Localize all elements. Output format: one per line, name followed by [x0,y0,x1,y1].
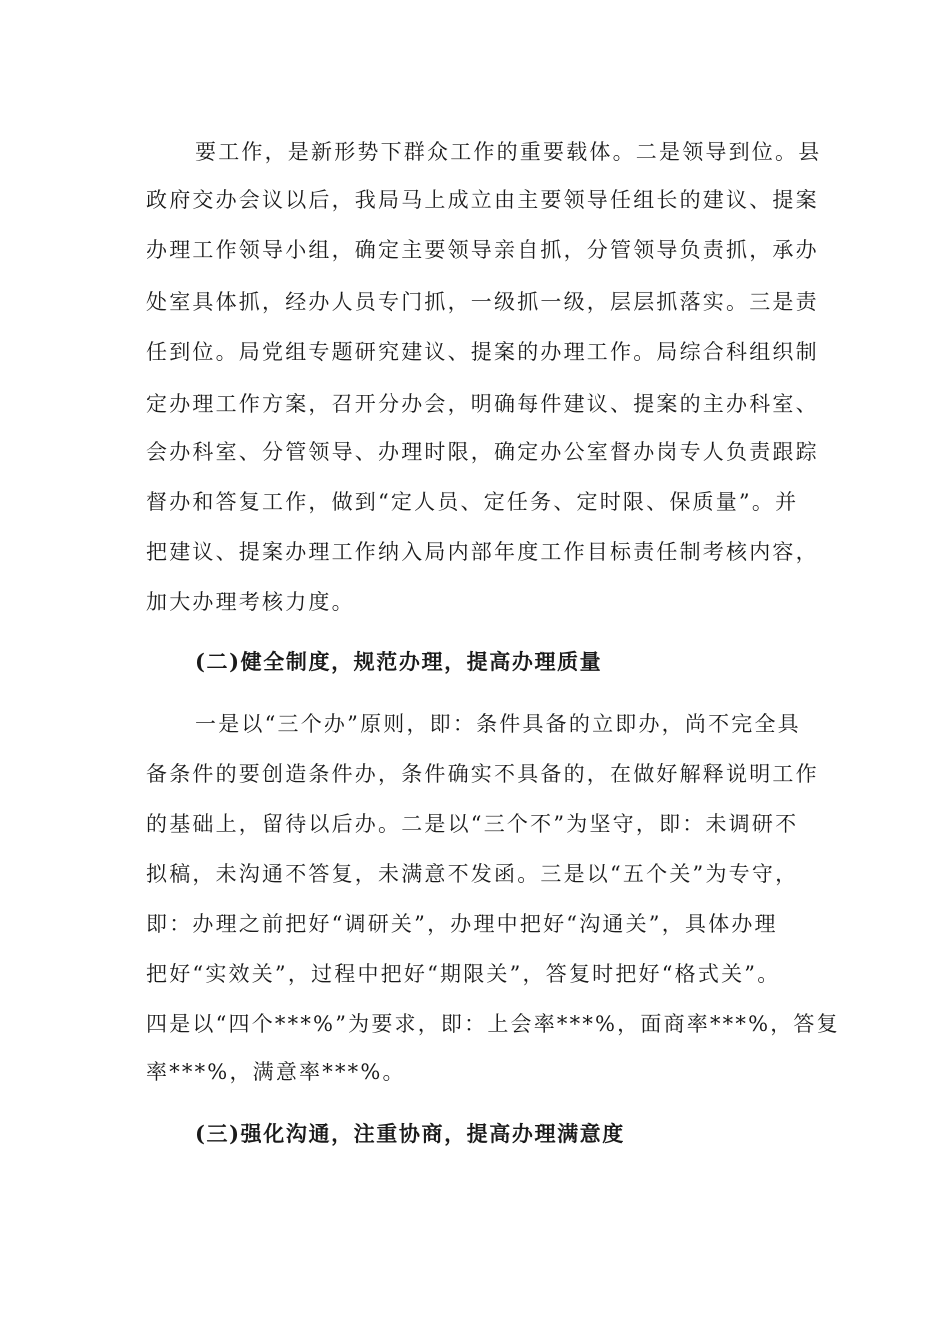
paragraph-line: 四是以“四个***%”为要求，即：上会率***%，面商率***%，答复 [146,1012,840,1036]
paragraph-line: 处室具体抓，经办人员专门抓，一级抓一级，层层抓落实。三是责 [146,290,819,314]
paragraph-line: 把建议、提案办理工作纳入局内部年度工作目标责任制考核内容， [146,540,819,564]
section-heading: (二)健全制度，规范办理，提高办理质量 [195,649,603,674]
paragraph-line: 办理工作领导小组，确定主要领导亲自抓，分管领导负责抓，承办 [146,238,819,262]
paragraph-line: 备条件的要创造条件办，条件确实不具备的，在做好解释说明工作 [146,762,819,786]
paragraph-line: 要工作，是新形势下群众工作的重要载体。二是领导到位。县 [195,140,822,164]
paragraph-line: 率***%，满意率***%。 [146,1060,406,1084]
paragraph-line: 督办和答复工作，做到“定人员、定任务、定时限、保质量”。并 [146,490,799,514]
paragraph-line: 的基础上，留待以后办。二是以“三个不”为坚守，即：未调研不 [146,812,799,836]
paragraph-line: 拟稿，未沟通不答复，未满意不发函。三是以“五个关”为专守， [146,862,799,886]
paragraph-line: 政府交办会议以后，我局马上成立由主要领导任组长的建议、提案 [146,188,819,212]
paragraph-line: 即：办理之前把好“调研关”，办理中把好“沟通关”，具体办理 [146,912,778,936]
paragraph-line: 把好“实效关”，过程中把好“期限关”，答复时把好“格式关”。 [146,962,781,986]
section-heading: (三)强化沟通，注重协商，提高办理满意度 [195,1121,625,1146]
paragraph-line: 定办理工作方案，召开分办会，明确每件建议、提案的主办科室、 [146,392,819,416]
paragraph-line: 加大办理考核力度。 [146,590,355,614]
paragraph-line: 一是以“三个办”原则，即：条件具备的立即办，尚不完全具 [195,712,801,736]
paragraph-line: 任到位。局党组专题研究建议、提案的办理工作。局综合科组织制 [146,340,819,364]
paragraph-line: 会办科室、分管领导、办理时限，确定办公室督办岗专人负责跟踪 [146,440,819,464]
